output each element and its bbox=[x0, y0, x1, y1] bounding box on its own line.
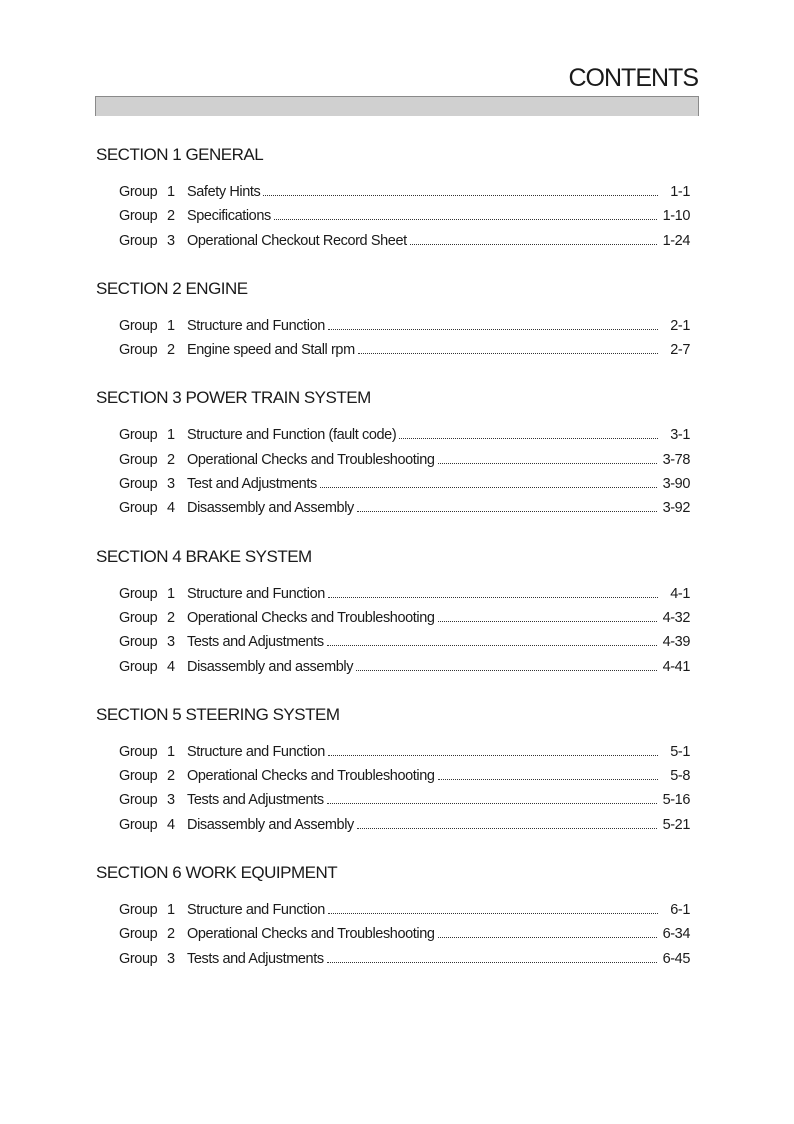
group-number: 4 bbox=[167, 500, 175, 517]
toc-entry[interactable] bbox=[119, 500, 690, 524]
toc-section bbox=[96, 547, 696, 683]
dot-leader bbox=[328, 328, 658, 330]
dot-leader bbox=[438, 620, 657, 622]
group-number: 4 bbox=[167, 816, 175, 833]
section-heading: SECTION 6 WORK EQUIPMENT bbox=[96, 863, 338, 883]
page-number: 3-92 bbox=[662, 500, 690, 517]
group-number: 2 bbox=[167, 768, 175, 785]
entry-title: Structure and Function bbox=[187, 902, 325, 919]
toc-entry[interactable] bbox=[119, 744, 690, 768]
entry-title: Structure and Function bbox=[187, 317, 325, 334]
section-heading: SECTION 2 ENGINE bbox=[96, 278, 248, 298]
toc-entry[interactable] bbox=[119, 659, 690, 683]
section-heading: SECTION 5 STEERING SYSTEM bbox=[96, 704, 340, 724]
group-number: 2 bbox=[167, 342, 175, 359]
entry-title: Disassembly and Assembly bbox=[187, 816, 354, 833]
page-number: 6-34 bbox=[662, 926, 690, 943]
dot-leader bbox=[438, 462, 657, 464]
page-title: CONTENTS bbox=[568, 64, 698, 92]
group-label: Group bbox=[119, 451, 158, 468]
group-label: Group bbox=[119, 658, 158, 675]
page-number: 1-24 bbox=[662, 232, 690, 249]
toc-entry[interactable] bbox=[119, 951, 690, 975]
group-label: Group bbox=[119, 232, 158, 249]
toc-entry[interactable] bbox=[119, 342, 690, 366]
group-label: Group bbox=[119, 500, 158, 517]
entry-title: Operational Checks and Troubleshooting bbox=[187, 926, 435, 943]
dot-leader bbox=[357, 827, 657, 829]
dot-leader bbox=[328, 754, 658, 756]
dot-leader bbox=[320, 486, 657, 488]
group-number: 2 bbox=[167, 208, 175, 225]
entry-title: Operational Checks and Troubleshooting bbox=[187, 768, 435, 785]
toc-entry[interactable] bbox=[119, 476, 690, 500]
group-label: Group bbox=[119, 609, 158, 626]
page-number: 3-90 bbox=[662, 476, 690, 493]
entry-title: Disassembly and assembly bbox=[187, 658, 354, 675]
page-number: 5-8 bbox=[670, 768, 690, 785]
group-number: 1 bbox=[167, 184, 175, 200]
entry-title: Engine speed and Stall rpm bbox=[187, 342, 355, 359]
dot-leader bbox=[274, 218, 657, 220]
group-label: Group bbox=[119, 950, 158, 967]
dot-leader bbox=[327, 644, 657, 646]
entry-title: Structure and Function bbox=[187, 585, 325, 602]
toc-entry[interactable] bbox=[119, 208, 690, 232]
toc-entry[interactable] bbox=[119, 184, 690, 208]
dot-leader bbox=[438, 936, 657, 938]
page-number: 3-1 bbox=[670, 427, 690, 444]
group-label: Group bbox=[119, 317, 158, 334]
entry-title: Operational Checks and Troubleshooting bbox=[187, 609, 435, 626]
page-number: 4-32 bbox=[662, 609, 690, 626]
toc-section bbox=[96, 863, 696, 975]
group-label: Group bbox=[119, 902, 158, 919]
group-number: 2 bbox=[167, 451, 175, 468]
entry-title: Test and Adjustments bbox=[187, 476, 317, 493]
group-number: 3 bbox=[167, 634, 175, 651]
group-label: Group bbox=[119, 476, 158, 493]
group-number: 1 bbox=[167, 743, 175, 760]
toc-entry[interactable] bbox=[119, 634, 690, 658]
page-number: 5-16 bbox=[662, 792, 690, 809]
toc-section bbox=[96, 279, 696, 367]
toc-entry[interactable] bbox=[119, 768, 690, 792]
page-number: 3-78 bbox=[662, 451, 690, 468]
entry-title: Tests and Adjustments bbox=[187, 634, 324, 651]
group-label: Group bbox=[119, 768, 158, 785]
toc-section bbox=[96, 705, 696, 841]
group-label: Group bbox=[119, 926, 158, 943]
dot-leader bbox=[399, 437, 658, 439]
dot-leader bbox=[327, 802, 657, 804]
group-label: Group bbox=[119, 585, 158, 602]
group-label: Group bbox=[119, 342, 158, 359]
dot-leader bbox=[358, 352, 658, 354]
page-number: 6-45 bbox=[662, 950, 690, 967]
toc-entry[interactable] bbox=[119, 792, 690, 816]
dot-leader bbox=[357, 510, 657, 512]
group-label: Group bbox=[119, 816, 158, 833]
title-bar bbox=[95, 96, 699, 116]
page-number: 1-1 bbox=[670, 184, 690, 200]
group-number: 1 bbox=[167, 585, 175, 602]
entry-title: Tests and Adjustments bbox=[187, 792, 324, 809]
group-number: 3 bbox=[167, 476, 175, 493]
group-number: 3 bbox=[167, 792, 175, 809]
toc-entry[interactable] bbox=[119, 586, 690, 610]
page-number: 4-39 bbox=[662, 634, 690, 651]
group-number: 1 bbox=[167, 317, 175, 334]
group-number: 3 bbox=[167, 950, 175, 967]
group-label: Group bbox=[119, 743, 158, 760]
dot-leader bbox=[327, 961, 657, 963]
toc-section bbox=[96, 145, 696, 257]
page-number: 2-1 bbox=[670, 317, 690, 334]
entry-title: Tests and Adjustments bbox=[187, 950, 324, 967]
page-number: 1-10 bbox=[662, 208, 690, 225]
dot-leader bbox=[410, 243, 657, 245]
group-number: 4 bbox=[167, 658, 175, 675]
toc-entry[interactable] bbox=[119, 817, 690, 841]
toc-entry[interactable] bbox=[119, 926, 690, 950]
group-label: Group bbox=[119, 208, 158, 225]
entry-title: Structure and Function (fault code) bbox=[187, 427, 397, 444]
page-number: 4-41 bbox=[662, 658, 690, 675]
dot-leader bbox=[263, 194, 658, 196]
entry-title: Operational Checks and Troubleshooting bbox=[187, 451, 435, 468]
section-heading: SECTION 1 GENERAL bbox=[96, 145, 264, 164]
section-heading: SECTION 3 POWER TRAIN SYSTEM bbox=[96, 388, 371, 408]
page-number: 6-1 bbox=[670, 902, 690, 919]
toc-section bbox=[96, 388, 696, 524]
page-number: 5-1 bbox=[670, 743, 690, 760]
dot-leader bbox=[328, 596, 658, 598]
group-number: 2 bbox=[167, 609, 175, 626]
page-number: 5-21 bbox=[662, 816, 690, 833]
group-number: 3 bbox=[167, 232, 175, 249]
toc-entry[interactable] bbox=[119, 427, 690, 451]
group-number: 1 bbox=[167, 902, 175, 919]
page-number: 4-1 bbox=[670, 585, 690, 602]
group-label: Group bbox=[119, 184, 158, 200]
toc-entry[interactable] bbox=[119, 902, 690, 926]
entry-title: Specifications bbox=[187, 208, 271, 225]
group-label: Group bbox=[119, 634, 158, 651]
toc-entry[interactable] bbox=[119, 318, 690, 342]
entry-title: Safety Hints bbox=[187, 184, 261, 200]
dot-leader bbox=[438, 778, 658, 780]
toc-entry[interactable] bbox=[119, 610, 690, 634]
group-label: Group bbox=[119, 427, 158, 444]
entry-title: Structure and Function bbox=[187, 743, 325, 760]
dot-leader bbox=[356, 669, 657, 671]
table-of-contents bbox=[96, 145, 696, 997]
toc-entry[interactable] bbox=[119, 452, 690, 476]
entry-title: Disassembly and Assembly bbox=[187, 500, 354, 517]
page-number: 2-7 bbox=[670, 342, 690, 359]
section-heading: SECTION 4 BRAKE SYSTEM bbox=[96, 546, 312, 566]
group-number: 2 bbox=[167, 926, 175, 943]
group-label: Group bbox=[119, 792, 158, 809]
entry-title: Operational Checkout Record Sheet bbox=[187, 232, 407, 249]
dot-leader bbox=[328, 912, 658, 914]
toc-entry[interactable] bbox=[119, 233, 690, 257]
group-number: 1 bbox=[167, 427, 175, 444]
